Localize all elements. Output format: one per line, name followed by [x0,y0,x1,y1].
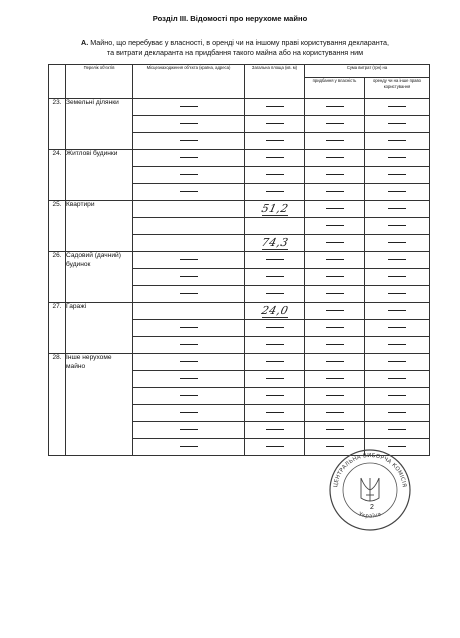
dash-mark [266,191,284,192]
dash-mark [388,242,406,243]
cell-rent [365,201,430,218]
cell-acq [305,218,365,235]
cell-acq [305,303,365,320]
cell-area [245,354,305,371]
cell-rent [365,303,430,320]
cell-rent [365,184,430,201]
dash-mark [266,395,284,396]
cell-rent [365,99,430,116]
dash-mark [180,293,198,294]
dash-mark [180,140,198,141]
dash-mark [388,446,406,447]
dash-mark [326,106,344,107]
cell-acq [305,388,365,405]
header-rent: оренду чи на інше право користування [365,78,430,99]
dash-mark [180,429,198,430]
dash-mark [326,361,344,362]
dash-mark [180,378,198,379]
dash-mark [388,378,406,379]
dash-mark [326,208,344,209]
table-row [49,252,430,269]
cell-loc [133,116,245,133]
dash-mark [388,174,406,175]
cell-loc [133,218,245,235]
table-row [49,201,430,218]
cell-rent [365,422,430,439]
table-row [49,99,430,116]
dash-mark [326,429,344,430]
handwritten-value: 74,3 [259,236,290,249]
cell-acq [305,133,365,150]
cell-loc [133,303,245,320]
dash-mark [266,157,284,158]
cell-area [245,252,305,269]
dash-mark [326,191,344,192]
cell-area [245,422,305,439]
header-location: Місцезнаходження об'єкта (країна, адреса) [133,65,245,99]
cell-area [245,235,305,252]
cell-acq [305,150,365,167]
dash-mark [180,259,198,260]
cell-acq [305,371,365,388]
dash-mark [388,259,406,260]
dash-mark [326,310,344,311]
cell-loc [133,184,245,201]
cell-acq [305,337,365,354]
underline [262,249,288,250]
intro-line-2: та витрати декларанта на придбання такого майна або на користування ним [106,48,364,57]
seal-text-bottom: Україна [357,511,383,520]
section-name: Садовий (дачний) будинок [66,252,133,303]
cell-area [245,150,305,167]
dash-mark [388,123,406,124]
dash-mark [180,174,198,175]
dash-mark [180,446,198,447]
table-row [49,303,430,320]
cell-area [245,133,305,150]
dash-mark [326,293,344,294]
cell-acq [305,184,365,201]
dash-mark [266,174,284,175]
cell-area [245,439,305,456]
dash-mark [326,276,344,277]
cell-rent [365,269,430,286]
cell-acq [305,422,365,439]
cell-loc [133,405,245,422]
dash-mark [326,123,344,124]
cell-acq [305,405,365,422]
handwritten-value: 24,0 [259,304,290,317]
cell-rent [365,405,430,422]
header-expenses: Сума витрат (грн) на [305,65,430,78]
section-name: Інше нерухоме майно [66,354,133,456]
cell-acq [305,99,365,116]
cell-acq [305,320,365,337]
cell-rent [365,337,430,354]
official-seal [328,448,412,532]
dash-mark [266,429,284,430]
intro-line-1: Майно, що перебуває у власності, в оренді чи на іншому праві користування декларанта, [90,38,389,47]
dash-mark [266,293,284,294]
table-row [49,354,430,371]
cell-acq [305,354,365,371]
dash-mark [326,140,344,141]
cell-area [245,388,305,405]
dash-mark [180,395,198,396]
cell-loc [133,133,245,150]
cell-acq [305,116,365,133]
cell-acq [305,269,365,286]
dash-mark [388,293,406,294]
dash-mark [326,412,344,413]
underline [262,215,288,216]
dash-mark [266,106,284,107]
dash-mark [266,140,284,141]
table-body [49,99,430,456]
cell-area [245,371,305,388]
section-name: Гаражі [66,303,133,354]
dash-mark [180,361,198,362]
cell-acq [305,167,365,184]
cell-area [245,218,305,235]
table-row [49,150,430,167]
header-area: Загальна площа (кв. м) [245,65,305,99]
section-number: 24. [49,150,66,201]
cell-acq [305,252,365,269]
section-intro [40,38,430,58]
cell-rent [365,167,430,184]
dash-mark [388,140,406,141]
real-estate-table [48,64,430,456]
cell-acq [305,201,365,218]
cell-rent [365,286,430,303]
cell-rent [365,354,430,371]
dash-mark [266,361,284,362]
dash-mark [180,123,198,124]
dash-mark [266,123,284,124]
dash-mark [180,412,198,413]
dash-mark [266,276,284,277]
cell-area [245,116,305,133]
dash-mark [266,412,284,413]
cell-rent [365,371,430,388]
dash-mark [388,429,406,430]
section-number: 25. [49,201,66,252]
page-number: 2 [370,504,374,511]
cell-loc [133,388,245,405]
cell-loc [133,320,245,337]
dash-mark [180,106,198,107]
dash-mark [180,157,198,158]
dash-mark [266,327,284,328]
dash-mark [388,395,406,396]
cell-loc [133,252,245,269]
dash-mark [326,327,344,328]
cell-loc [133,371,245,388]
dash-mark [388,361,406,362]
dash-mark [388,344,406,345]
seal-text-top: ЦЕНТРАЛЬНА ВИБОРЧА КОМІСІЯ [333,452,407,488]
cell-loc [133,422,245,439]
dash-mark [266,259,284,260]
cell-rent [365,388,430,405]
dash-mark [326,259,344,260]
dash-mark [180,191,198,192]
underline [262,317,288,318]
dash-mark [326,157,344,158]
dash-mark [388,191,406,192]
header-object-list: Перелік об'єктів [66,65,133,99]
cell-loc [133,99,245,116]
dash-mark [388,276,406,277]
dash-mark [266,446,284,447]
cell-area [245,320,305,337]
dash-mark [326,242,344,243]
cell-rent [365,133,430,150]
cell-area [245,269,305,286]
cell-loc [133,286,245,303]
cell-loc [133,354,245,371]
section-number: 28. [49,354,66,456]
dash-mark [326,446,344,447]
cell-loc [133,439,245,456]
section-number: 23. [49,99,66,150]
cell-rent [365,252,430,269]
cell-area [245,201,305,218]
dash-mark [388,106,406,107]
dash-mark [266,378,284,379]
cell-acq [305,235,365,252]
section-number: 27. [49,303,66,354]
header-acquisition: придбання у власність [305,78,365,99]
cell-area [245,337,305,354]
dash-mark [388,208,406,209]
dash-mark [180,327,198,328]
dash-mark [388,327,406,328]
section-name: Житлові будинки [66,150,133,201]
dash-mark [388,157,406,158]
trident-emblem-icon [361,478,379,501]
cell-loc [133,167,245,184]
intro-letter: А. [81,38,89,47]
cell-loc [133,150,245,167]
cell-loc [133,337,245,354]
section-title: Розділ III. Відомості про нерухоме майно [152,14,308,23]
dash-mark [180,276,198,277]
section-number: 26. [49,252,66,303]
cell-area [245,167,305,184]
dash-mark [326,378,344,379]
cell-rent [365,116,430,133]
cell-acq [305,286,365,303]
handwritten-value: 51,2 [259,202,290,215]
cell-area [245,184,305,201]
dash-mark [326,395,344,396]
dash-mark [388,225,406,226]
cell-area [245,99,305,116]
section-name: Земельні ділянки [66,99,133,150]
dash-mark [388,310,406,311]
dash-mark [266,344,284,345]
cell-rent [365,235,430,252]
dash-mark [326,344,344,345]
cell-rent [365,218,430,235]
dash-mark [388,412,406,413]
cell-rent [365,150,430,167]
cell-loc [133,201,245,218]
cell-area [245,405,305,422]
cell-area [245,303,305,320]
cell-loc [133,269,245,286]
dash-mark [326,225,344,226]
header-spacer [49,65,66,99]
cell-rent [365,320,430,337]
dash-mark [180,344,198,345]
cell-loc [133,235,245,252]
dash-mark [326,174,344,175]
section-name: Квартири [66,201,133,252]
cell-area [245,286,305,303]
